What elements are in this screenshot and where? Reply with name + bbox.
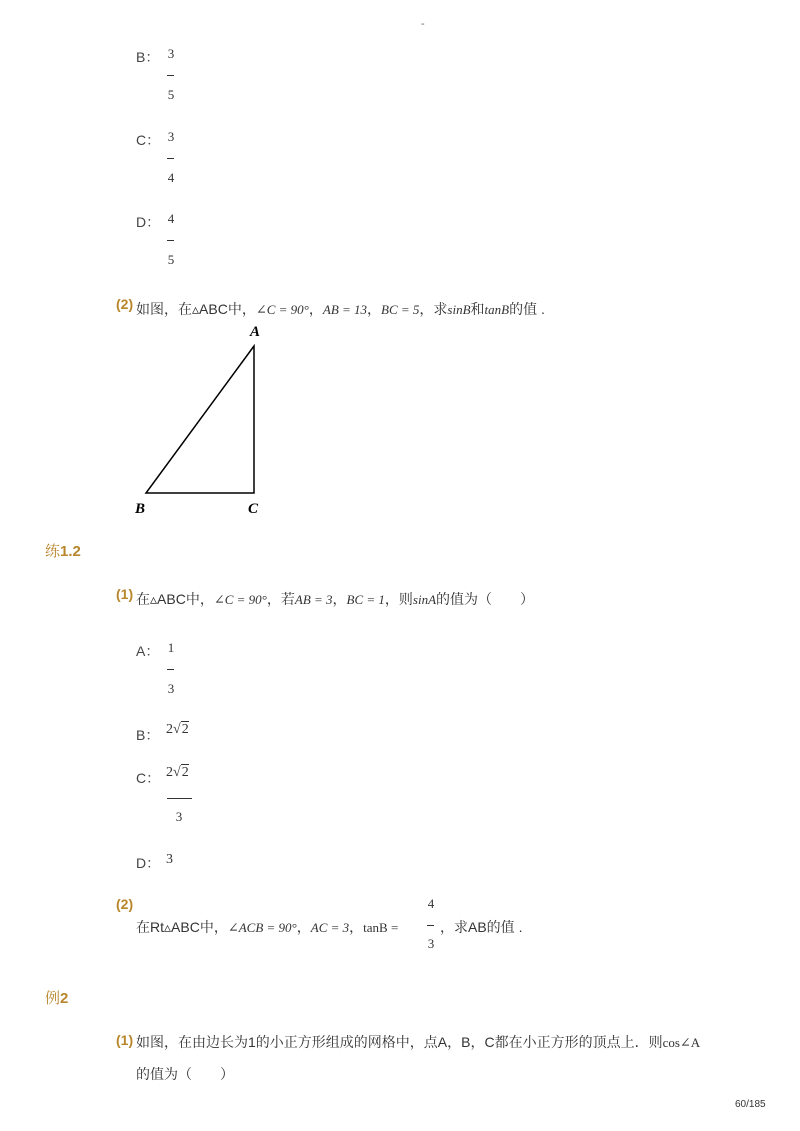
- fraction-denominator: 3: [427, 936, 435, 951]
- text: ▵ABC中，: [192, 301, 256, 317]
- sqrt-expression: [166, 722, 189, 738]
- question-text: [136, 299, 545, 319]
- text: ▵ABC中，: [150, 591, 214, 607]
- text: ，: [332, 591, 347, 607]
- text: ，: [308, 301, 323, 317]
- coefficient: 2: [166, 765, 173, 780]
- text: ，: [349, 919, 364, 935]
- option-value: 3: [166, 852, 173, 867]
- text: 的值 .: [509, 301, 545, 317]
- section-heading: [45, 540, 81, 561]
- vertex-label-a: A: [250, 324, 261, 340]
- triangle-figure: [120, 320, 290, 525]
- text: ，: [367, 301, 382, 317]
- fraction-bar: [167, 798, 192, 799]
- math: sinB: [447, 302, 471, 317]
- text: 如图，在: [136, 301, 192, 317]
- heading-number: 2: [60, 990, 69, 1007]
- question-text: [136, 1032, 700, 1052]
- text: ▵ABC中，: [164, 919, 228, 935]
- math: ∠C = 90°: [213, 592, 267, 607]
- text: 在: [136, 591, 150, 607]
- section-heading: [45, 987, 68, 1008]
- fraction-bar: [167, 669, 174, 670]
- math: tanB: [484, 302, 510, 317]
- math: tanB =: [363, 920, 399, 935]
- text: ，求: [419, 301, 448, 317]
- math: sinA: [412, 592, 437, 607]
- math: cos∠A: [662, 1035, 701, 1050]
- text: ，若: [266, 591, 295, 607]
- option-label: D：: [136, 214, 161, 230]
- question-number: (1): [116, 1032, 134, 1048]
- math: AB = 13: [322, 302, 368, 317]
- fraction-numerator: 1: [167, 640, 175, 655]
- heading-prefix: 例: [45, 990, 61, 1007]
- fraction-bar: [167, 158, 174, 159]
- math: ∠C = 90°: [255, 302, 309, 317]
- text: 在Rt: [136, 919, 164, 935]
- question-text: [136, 589, 534, 609]
- fraction-denominator: 3: [167, 681, 175, 696]
- fraction-denominator: 5: [167, 252, 175, 267]
- text: ，则: [384, 591, 413, 607]
- option-label: C：: [136, 132, 161, 148]
- question-number: (2): [116, 896, 134, 912]
- page-number: 60/185: [735, 1099, 766, 1110]
- heading-number: 1.2: [60, 543, 81, 560]
- radicand: 2: [181, 765, 189, 780]
- option-label: D：: [136, 855, 161, 871]
- fraction-denominator: 5: [167, 87, 175, 102]
- fraction-denominator: 4: [167, 170, 175, 185]
- text: 和: [470, 301, 485, 317]
- question-number: (2): [116, 296, 134, 312]
- text: 如图，在由边长为1的小正方形组成的网格中，点A，B，C都在小正方形的顶点上．则: [136, 1034, 663, 1050]
- heading-prefix: 练: [45, 543, 61, 560]
- vertex-label-c: C: [248, 501, 259, 517]
- math: ∠ACB = 90°: [227, 920, 297, 935]
- vertex-label-b: B: [135, 501, 146, 517]
- math: AC = 3: [310, 920, 350, 935]
- math: BC = 5: [381, 302, 420, 317]
- fraction-bar: [427, 925, 434, 926]
- fraction-numerator: 3: [167, 129, 175, 144]
- question-text: [136, 917, 398, 937]
- text: ，: [296, 919, 311, 935]
- math: BC = 1: [346, 592, 385, 607]
- triangle-shape: [146, 346, 254, 493]
- header-mark: -: [421, 18, 425, 30]
- sqrt-expression: [166, 765, 189, 781]
- fraction-numerator: 4: [167, 211, 175, 226]
- radical-sign: √: [173, 722, 181, 737]
- question-text-line2: 的值为（ ）: [136, 1066, 234, 1082]
- fraction-denominator: 3: [175, 809, 183, 824]
- option-label: B：: [136, 727, 160, 743]
- question-number: (1): [116, 586, 134, 602]
- question-text-tail: ，求AB的值 .: [440, 919, 523, 935]
- option-label: A：: [136, 643, 160, 659]
- radicand: 2: [181, 722, 189, 737]
- text: 的值为（ ）: [436, 591, 535, 607]
- radical-sign: √: [173, 765, 181, 780]
- fraction-numerator: 4: [427, 896, 435, 911]
- option-label: C：: [136, 770, 161, 786]
- coefficient: 2: [166, 722, 173, 737]
- fraction-numerator: 3: [167, 46, 175, 61]
- option-label: B：: [136, 49, 160, 65]
- fraction-bar: [167, 75, 174, 76]
- fraction-bar: [167, 240, 174, 241]
- math: AB = 3: [294, 592, 333, 607]
